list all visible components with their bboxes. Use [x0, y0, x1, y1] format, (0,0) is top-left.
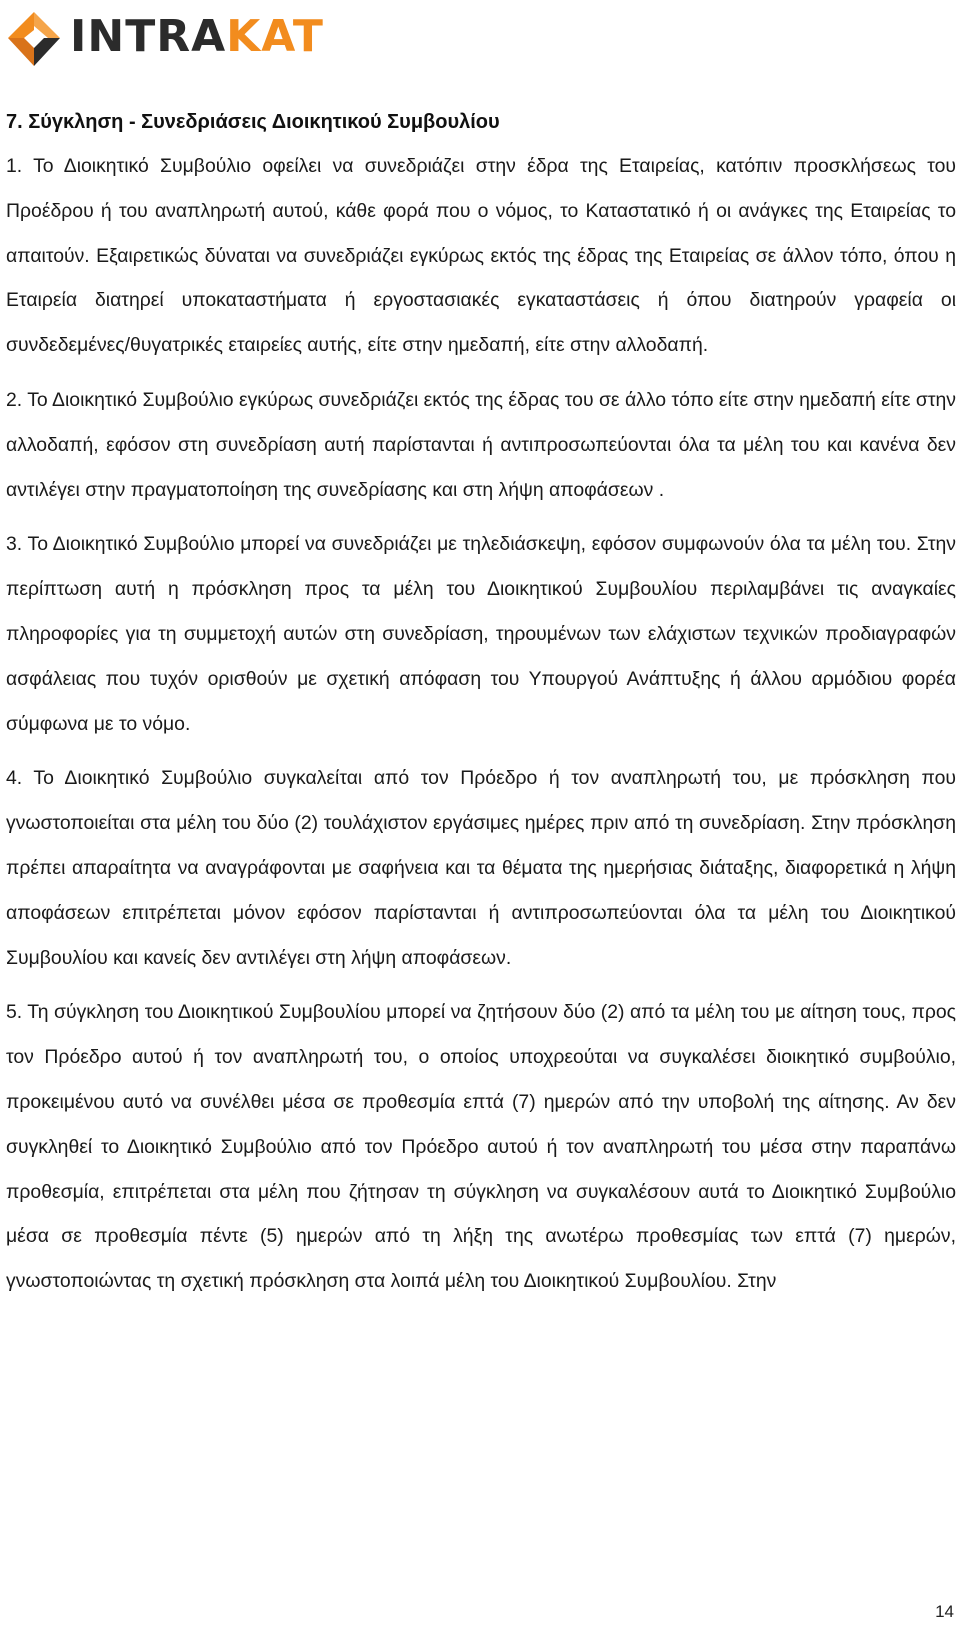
paragraph-4: 4. Το Διοικητικό Συμβούλιο συγκαλείται από τον Πρόεδρο ή τον αναπληρωτή του, με πρόσκληση που γνωστοποιείται στα μέλη του δύο (2) τουλάχιστον εργάσιμες ημέρες πριν από τη συνεδρίαση. Στην πρόσκληση πρέπει απαραίτητα να αναγράφονται με σαφήνεια και τα θέματα της ημερήσιας διάταξης, διαφορετικά η λήψη αποφάσεων επιτρέπεται μόνον εφόσον παρίστανται ή αντιπροσωπεύονται όλα τα μέλη του Διοικητικού Συμβουλίου και κανείς δεν αντιλέγει στη λήψη αποφάσεων.: [6, 767, 956, 969]
intrakat-logo-icon: [4, 4, 64, 70]
paragraph-3: 3. Το Διοικητικό Συμβούλιο μπορεί να συνεδριάζει με τηλεδιάσκεψη, εφόσον συμφωνούν όλα τα μέλη του. Στην περίπτωση αυτή η πρόσκληση προς τα μέλη του Διοικητικού Συμβουλίου περιλαμβάνει τις αναγκαίες πληροφορίες για τη συμμετοχή αυτών στη συνεδρίαση, τηρουμένων των ελάχιστων τεχνικών προδιαγραφών ασφάλειας που τυχόν ορισθούν με σχετική απόφαση του Υπουργού Ανάπτυξης ή άλλου αρμόδιου φορέα σύμφωνα με το νόμο.: [6, 533, 956, 735]
page-number: 14: [935, 1602, 954, 1621]
paragraph-5: 5. Τη σύγκληση του Διοικητικού Συμβουλίου μπορεί να ζητήσουν δύο (2) από τα μέλη του με αίτηση τους, προς τον Πρόεδρο αυτού ή τον αναπληρωτή του, ο οποίος υποχρεούται να συγκαλέσει διοικητικό συμβούλιο, προκειμένου αυτό να συνέλθει μέσα σε προθεσμία επτά (7) ημερών από την υποβολή της αίτησης. Αν δεν συγκληθεί το Διοικητικό Συμβούλιο από τον Πρόεδρο αυτού ή τον αναπληρωτή του μέσα στην παραπάνω προθεσμία, επιτρέπεται στα μέλη που ζήτησαν τη σύγκληση να συγκαλέσουν αυτά το Διοικητικό Συμβούλιο μέσα σε προθεσμία πέντε (5) ημερών από τη λήξη της ανωτέρω προθεσμίας των επτά (7) ημερών, γνωστοποιώντας τη σχετική πρόσκληση στα λοιπά μέλη του Διοικητικού Συμβουλίου. Στην: [6, 1001, 956, 1293]
logo-text-accent: KAT: [226, 11, 324, 62]
paragraph-2: 2. Το Διοικητικό Συμβούλιο εγκύρως συνεδριάζει εκτός της έδρας του σε άλλο τόπο είτε στην ημεδαπή είτε στην αλλοδαπή, εφόσον στη συνεδρίαση αυτή παρίστανται ή αντιπροσωπεύονται όλα τα μέλη του και κανένα δεν αντιλέγει στην πραγματοποίηση της συνεδρίασης και στη λήψη αποφάσεων .: [6, 388, 956, 501]
logo-wordmark: [70, 11, 324, 62]
company-logo: [4, 2, 324, 72]
logo-text-dark: INTRA: [70, 11, 227, 62]
paragraph-1: 1. Το Διοικητικό Συμβούλιο οφείλει να συνεδριάζει στην έδρα της Εταιρείας, κατόπιν προσκλήσεως του Προέδρου ή του αναπληρωτή αυτού, κάθε φορά που ο νόμος, το Καταστατικό ή οι ανάγκες της Εταιρείας το απαιτούν. Εξαιρετικώς δύναται να συνεδριάζει εγκύρως εκτός της έδρας της Εταιρείας σε άλλον τόπο, όπου η Εταιρεία διατηρεί υποκαταστήματα ή εργοστασιακές εγκαταστάσεις ή όπου διατηρούν γραφεία οι συνδεδεμένες/θυγατρικές εταιρείες αυτής, είτε στην ημεδαπή, είτε στην αλλοδαπή.: [6, 155, 956, 357]
document-body: [6, 100, 956, 1314]
section-title: 7. Σύγκληση - Συνεδριάσεις Διοικητικού Συμβουλίου: [6, 111, 500, 133]
